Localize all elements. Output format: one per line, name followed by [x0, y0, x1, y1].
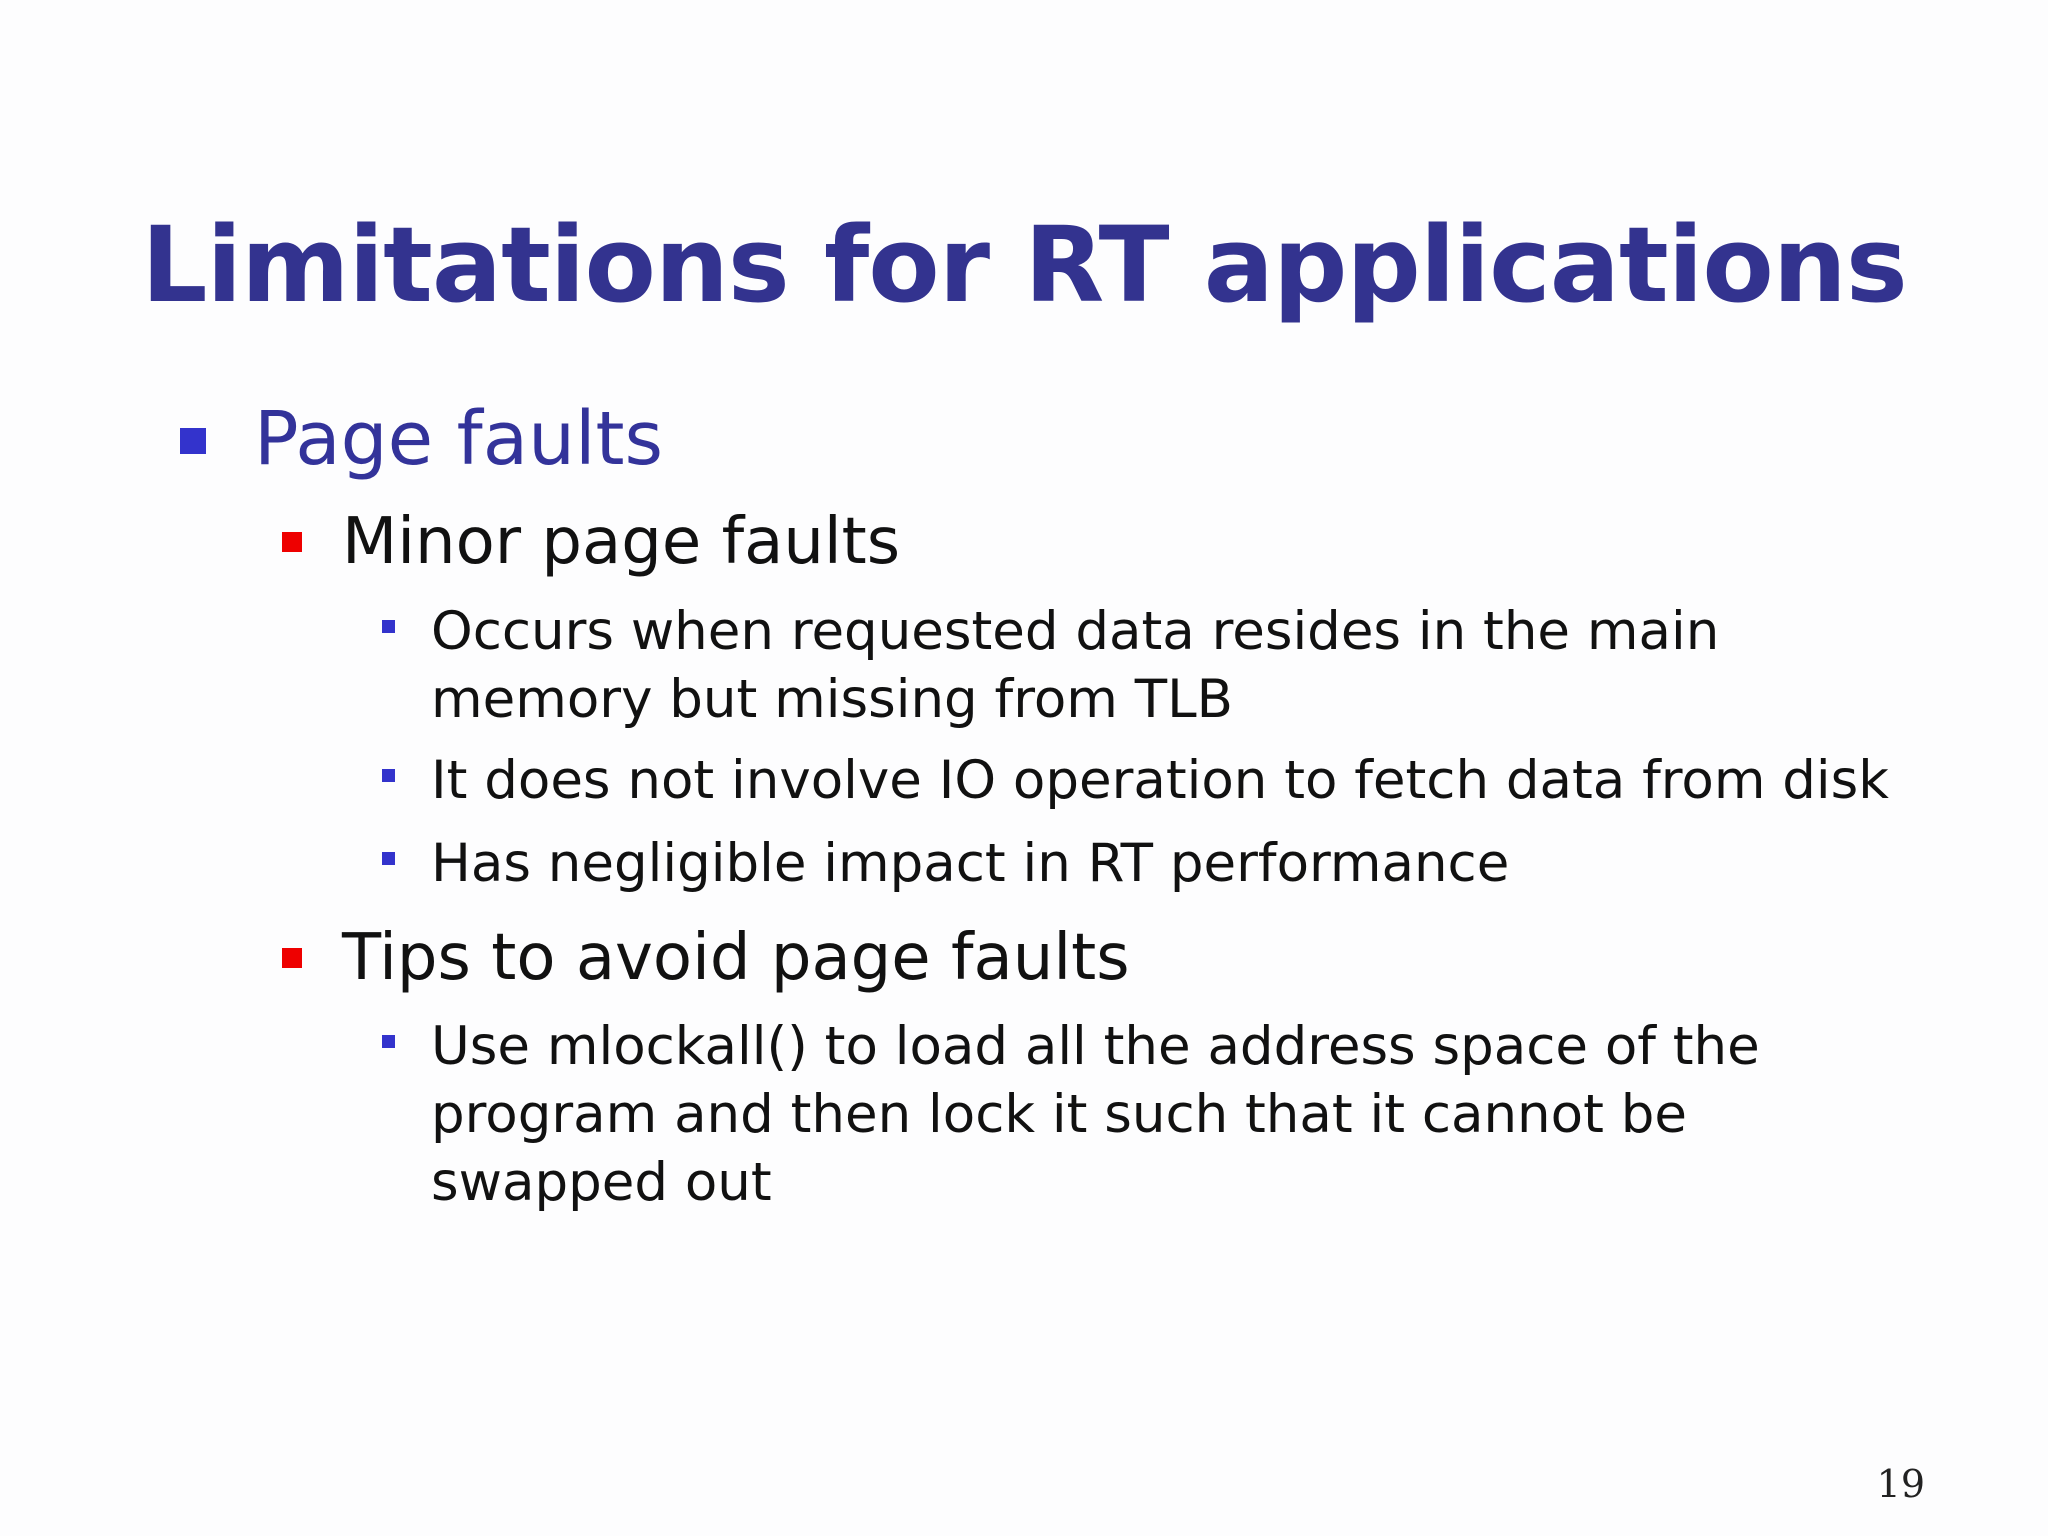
square-bullet-icon [282, 948, 302, 968]
bullet-tips-mlockall [382, 1013, 1901, 1217]
bullet-text: Occurs when requested data resides in the main memory but missing from TLB [431, 601, 1720, 730]
bullet-text: Use mlockall() to load all the address space of the program and then lock it such that it cannot be swapped out [431, 1016, 1760, 1213]
bullet-tips [282, 918, 1130, 998]
bullet-text: Has negligible impact in RT performance [431, 833, 1510, 894]
bullet-text: Tips to avoid page faults [342, 921, 1130, 995]
page-number: 19 [1876, 1462, 1925, 1506]
square-bullet-icon [382, 769, 395, 782]
bullet-text: It does not involve IO operation to fetch data from disk [431, 750, 1889, 811]
bullet-minor-no-io [382, 747, 1901, 815]
slide-title: Limitations for RT applications [141, 204, 1907, 326]
square-bullet-icon [282, 532, 302, 552]
bullet-page-faults [180, 395, 663, 483]
square-bullet-icon [382, 1035, 395, 1048]
bullet-minor-occurs [382, 598, 1901, 734]
square-bullet-icon [382, 852, 395, 865]
bullet-minor-negligible [382, 830, 1901, 898]
square-bullet-icon [382, 620, 395, 633]
square-bullet-icon [180, 428, 206, 454]
bullet-text: Page faults [254, 396, 664, 482]
bullet-text: Minor page faults [342, 505, 901, 579]
bullet-minor-page-faults [282, 502, 900, 582]
